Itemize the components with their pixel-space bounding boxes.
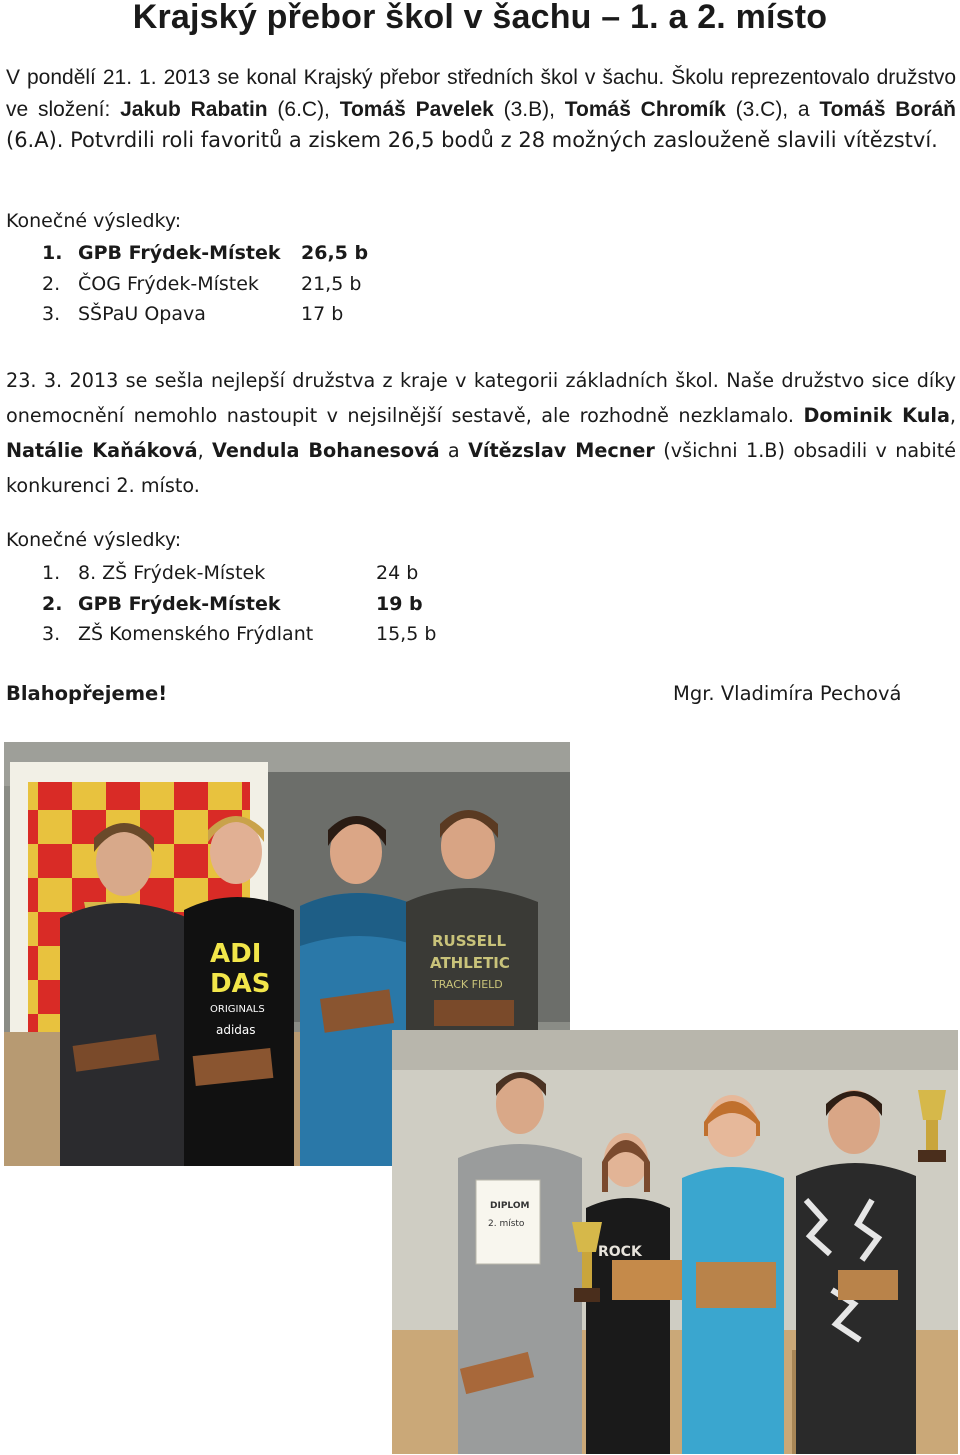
chocolate-box [838,1270,898,1300]
player-name: Dominik Kula [803,404,950,427]
team-points: 15,5 b [376,623,437,645]
team-name: GPB Frýdek-Místek [78,242,281,264]
team-name: GPB Frýdek-Místek [78,592,281,615]
player-name: Jakub Rabatin [120,97,268,121]
text: (6.C), [267,97,340,121]
rank: 1. [42,562,61,584]
shirt-text: DAS [210,969,271,999]
shirt-text: TRACK FIELD [432,978,503,991]
player-name: Natálie Kaňáková [6,439,198,462]
team-points: 17 b [301,303,344,325]
rank: 3. [42,303,61,325]
team-photo-elementary-school [392,1030,958,1454]
shirt-text: RUSSELL [432,932,507,950]
rank: 1. [42,242,63,264]
text: (6.A). Potvrdili roli favoritů a ziskem 26,5 bodů z 28 možných zaslouženě slavili vítězství. [6,128,938,152]
player-name: Tomáš Pavelek [339,97,494,121]
team-points: 19 b [376,592,423,615]
rank: 2. [42,592,63,615]
team-name: ČOG Frýdek-Místek [78,272,259,295]
chocolate-box [696,1262,776,1308]
text: (všichni 1.B) obsadili v nabité konkurenci 2. místo. [6,439,957,497]
chocolate-box [434,1000,514,1026]
result-row [42,589,423,620]
results-list-high-school [42,238,369,330]
photo-illustration [392,1030,958,1454]
result-row [42,619,437,650]
shirt-text: ATHLETIC [430,954,510,972]
shirt-text: adidas [216,1023,256,1037]
diploma-place: 2. místo [488,1219,525,1229]
rank: 2. [42,272,61,295]
player-name: Tomáš Chromík [564,97,726,121]
rank: 3. [42,623,61,645]
paragraph-elementary-school [6,363,956,503]
shirt-text: ADI [210,939,262,969]
team-points: 24 b [376,562,419,584]
results-label: Konečné výsledky: [6,210,182,232]
player-name: Vítězslav Mecner [468,439,655,462]
results-list-elementary-school [42,558,437,650]
page-title: Krajský přebor škol v šachu – 1. a 2. místo [132,0,828,36]
team-name: ZŠ Komenského Frýdlant [78,623,314,645]
text: , [949,404,956,427]
result-row [42,238,369,269]
result-row [42,558,419,589]
team-name: SŠPaU Opava [78,303,206,325]
text: (3.C), a [725,97,820,121]
team-points: 21,5 b [301,272,362,295]
congratulations: Blahopřejeme! [6,682,168,705]
author-name: Mgr. Vladimíra Pechová [673,682,902,705]
results-label: Konečné výsledky: [6,529,182,551]
chocolate-box [612,1260,682,1300]
text: 23. 3. 2013 se sešla nejlepší družstva z kraje v kategorii základních škol. Naše družstvo sice díky onemocnění nemohlo nastoupit v nejsilnější sestavě, ale rozhodně nezklamalo. [6,369,956,427]
team-name: 8. ZŠ Frýdek-Místek [78,562,266,584]
text: (3.B), [493,97,565,121]
paragraph-high-school [6,62,956,157]
result-row [42,269,362,300]
result-row [42,299,344,330]
shirt-text: ROCK [598,1244,642,1260]
team-points: 26,5 b [301,242,369,264]
text: a [439,439,469,462]
shirt-text: ORIGINALS [210,1004,265,1015]
text: , [197,439,213,462]
player-name: Vendula Bohanesová [212,439,440,462]
text: V pondělí 21. 1. 2013 se konal Krajský přebor středních škol v šachu. Školu reprezentovalo družstvo ve složení: [6,66,956,121]
player-name: Tomáš Boráň [819,97,956,121]
diploma-title: DIPLOM [490,1201,530,1211]
